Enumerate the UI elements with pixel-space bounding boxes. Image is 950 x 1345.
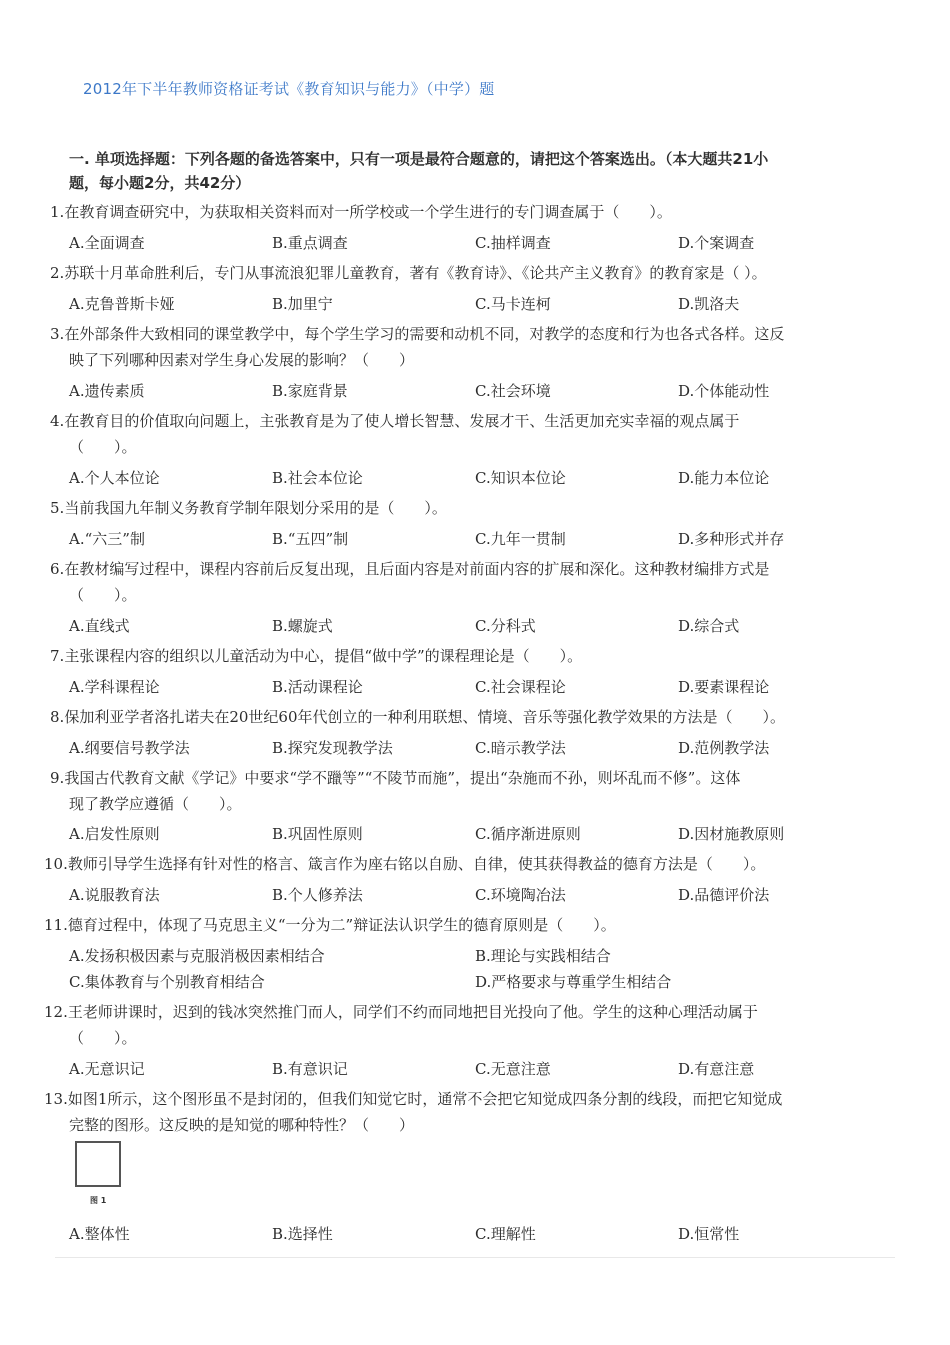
question-13-options: [69, 1223, 889, 1247]
page-divider: [55, 1257, 895, 1258]
option-d[interactable]: D.综合式: [678, 617, 740, 635]
option-c[interactable]: C.抽样调查: [475, 234, 551, 252]
question-1-options: [69, 232, 889, 256]
option-c[interactable]: C.知识本位论: [475, 469, 566, 487]
question-10-options: [69, 884, 889, 908]
option-a[interactable]: A.整体性: [69, 1225, 130, 1243]
option-d[interactable]: D.个体能动性: [678, 382, 770, 400]
question-stem-line: 在教育目的价值取向问题上，主张教育是为了使人增长智慧、发展才干、生活更加充实幸福的观点属于: [64, 412, 740, 430]
option-a[interactable]: A.个人本位论: [69, 469, 160, 487]
question-number: 8.: [50, 708, 65, 726]
question-stem-line: 苏联十月革命胜利后，专门从事流浪犯罪儿童教育，著有《教育诗》、《论共产主义教育》的教育家是（ ）。: [64, 264, 767, 282]
option-a[interactable]: A.“六三”制: [69, 530, 145, 548]
option-a[interactable]: A.克鲁普斯卡娅: [69, 295, 175, 313]
option-b[interactable]: B.家庭背景: [272, 382, 348, 400]
option-c[interactable]: C.无意注意: [475, 1060, 551, 1078]
question-number: 3.: [50, 325, 65, 343]
question-13: [44, 1086, 874, 1138]
section-heading: [69, 147, 869, 195]
question-2-options: [69, 293, 889, 317]
question-9: [50, 765, 880, 817]
question-4-options: [69, 467, 889, 491]
option-d[interactable]: D.严格要求与尊重学生相结合: [475, 973, 672, 991]
question-number: 10.: [44, 855, 68, 873]
option-b[interactable]: B.活动课程论: [272, 678, 363, 696]
option-b[interactable]: B.探究发现教学法: [272, 739, 393, 757]
question-stem-line: 完整的图形。这反映的是知觉的哪种特性？（ ）: [69, 1116, 415, 1134]
option-c[interactable]: C.马卡连柯: [475, 295, 551, 313]
option-d[interactable]: D.品德评价法: [678, 886, 770, 904]
question-number: 4.: [50, 412, 65, 430]
question-11: [44, 912, 874, 938]
question-5: [50, 495, 880, 521]
figure-open-square: [75, 1141, 121, 1187]
option-c[interactable]: C.理解性: [475, 1225, 536, 1243]
question-1: [50, 199, 880, 225]
question-10: [44, 851, 874, 877]
option-d[interactable]: D.范例教学法: [678, 739, 770, 757]
question-3: [50, 321, 880, 373]
option-c[interactable]: C.循序渐进原则: [475, 825, 581, 843]
option-d[interactable]: D.能力本位论: [678, 469, 770, 487]
option-d[interactable]: D.凯洛夫: [678, 295, 740, 313]
question-7: [50, 643, 880, 669]
question-number: 1.: [50, 203, 65, 221]
option-c[interactable]: C.分科式: [475, 617, 536, 635]
question-number: 7.: [50, 647, 65, 665]
option-d[interactable]: D.因材施教原则: [678, 825, 785, 843]
option-a[interactable]: A.说服教育法: [69, 886, 160, 904]
question-12-options: [69, 1058, 889, 1082]
question-stem-line: 如图1所示，这个图形虽不是封闭的，但我们知觉它时，通常不会把它知觉成四条分割的线段，而把它知觉成: [67, 1090, 783, 1108]
option-d[interactable]: D.多种形式并存: [678, 530, 785, 548]
section-heading-line-1: 一. 单项选择题：下列各题的备选答案中，只有一项是最符合题意的，请把这个答案选出。（本大题共21小: [69, 150, 769, 168]
option-b[interactable]: B.螺旋式: [272, 617, 333, 635]
option-a[interactable]: A.发扬积极因素与克服消极因素相结合: [69, 947, 325, 965]
question-12: [44, 999, 874, 1051]
option-c[interactable]: C.社会课程论: [475, 678, 566, 696]
option-b[interactable]: B.有意识记: [272, 1060, 348, 1078]
section-heading-line-2: 题，每小题2分，共42分）: [69, 174, 251, 192]
question-7-options: [69, 676, 889, 700]
option-b[interactable]: B.重点调查: [272, 234, 348, 252]
option-d[interactable]: D.有意注意: [678, 1060, 755, 1078]
option-b[interactable]: B.个人修养法: [272, 886, 363, 904]
question-8: [50, 704, 880, 730]
question-number: 6.: [50, 560, 65, 578]
option-d[interactable]: D.要素课程论: [678, 678, 770, 696]
question-stem-line: 德育过程中，体现了马克思主义“一分为二”辩证法认识学生的德育原则是（ ）。: [67, 916, 616, 934]
question-6: [50, 556, 880, 608]
option-c[interactable]: C.社会环境: [475, 382, 551, 400]
question-stem-line: 保加利亚学者洛扎诺夫在20世纪60年代创立的一种利用联想、情境、音乐等强化教学效果的方法是（ ）。: [64, 708, 785, 726]
question-stem-line: 王老师讲课时，迟到的钱冰突然推门而人，同学们不约而同地把目光投向了他。学生的这种心理活动属于: [67, 1003, 758, 1021]
question-stem-line: 在教材编写过程中，课程内容前后反复出现，且后面内容是对前面内容的扩展和深化。这种教材编排方式是: [64, 560, 770, 578]
question-number: 2.: [50, 264, 65, 282]
option-d[interactable]: D.恒常性: [678, 1225, 740, 1243]
option-a[interactable]: A.启发性原则: [69, 825, 160, 843]
question-stem-line: （ ）。: [69, 1029, 137, 1047]
option-b[interactable]: B.选择性: [272, 1225, 333, 1243]
question-stem-line: 我国古代教育文献《学记》中要求“学不躐等”“不陵节而施”，提出“杂施而不孙，则坏乱而不修”。这体: [64, 769, 741, 787]
question-3-options: [69, 380, 889, 404]
option-b[interactable]: B.巩固性原则: [272, 825, 363, 843]
question-6-options: [69, 615, 889, 639]
question-number: 9.: [50, 769, 65, 787]
question-number: 12.: [44, 1003, 68, 1021]
question-4: [50, 408, 880, 460]
option-a[interactable]: A.全面调查: [69, 234, 145, 252]
option-b[interactable]: B.社会本位论: [272, 469, 363, 487]
question-stem-line: 现了教学应遵循（ ）。: [69, 795, 242, 813]
question-5-options: [69, 528, 889, 552]
question-stem-line: 教师引导学生选择有针对性的格言、箴言作为座右铭以自励、自律，使其获得教益的德育方法是（ ）。: [67, 855, 766, 873]
question-stem-line: 在教育调查研究中，为获取相关资料而对一所学校或一个学生进行的专门调查属于（ ）。: [64, 203, 672, 221]
option-b[interactable]: B.理论与实践相结合: [475, 947, 611, 965]
question-number: 11.: [44, 916, 68, 934]
question-8-options: [69, 737, 889, 761]
option-d[interactable]: D.个案调查: [678, 234, 755, 252]
question-stem-line: 主张课程内容的组织以儿童活动为中心，提倡“做中学”的课程理论是（ ）。: [64, 647, 583, 665]
question-stem-line: 映了下列哪种因素对学生身心发展的影响？（ ）: [69, 351, 415, 369]
document-title: 2012年下半年教师资格证考试《教育知识与能力》（中学）题: [83, 80, 495, 98]
option-c[interactable]: C.暗示教学法: [475, 739, 566, 757]
option-b[interactable]: B.“五四”制: [272, 530, 349, 548]
question-stem-line: 当前我国九年制义务教育学制年限划分采用的是（ ）。: [64, 499, 447, 517]
option-c[interactable]: C.集体教育与个别教育相结合: [69, 973, 265, 991]
question-stem-line: 在外部条件大致相同的课堂教学中，每个学生学习的需要和动机不同，对教学的态度和行为也各式各样。这反: [64, 325, 785, 343]
option-a[interactable]: A.遗传素质: [69, 382, 145, 400]
option-b[interactable]: B.加里宁: [272, 295, 333, 313]
option-c[interactable]: C.环境陶冶法: [475, 886, 566, 904]
option-a[interactable]: A.纲要信号教学法: [69, 739, 190, 757]
question-number: 13.: [44, 1090, 68, 1108]
question-2: [50, 260, 880, 286]
option-a[interactable]: A.无意识记: [69, 1060, 145, 1078]
question-9-options: [69, 823, 889, 847]
option-a[interactable]: A.学科课程论: [69, 678, 160, 696]
question-stem-line: （ ）。: [69, 438, 137, 456]
question-number: 5.: [50, 499, 65, 517]
question-stem-line: （ ）。: [69, 586, 137, 604]
option-c[interactable]: C.九年一贯制: [475, 530, 566, 548]
figure-caption: 图 1: [90, 1196, 107, 1205]
option-a[interactable]: A.直线式: [69, 617, 130, 635]
